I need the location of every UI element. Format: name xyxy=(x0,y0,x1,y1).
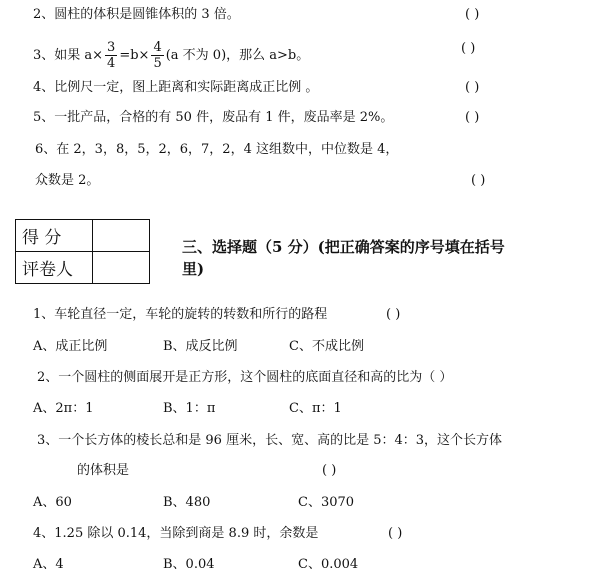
choice-q1-option-c: C、不成比例 xyxy=(289,339,364,354)
score-cell xyxy=(93,220,150,252)
judgment-q6-line1: 6、在 2，3，8，5，2，6，7，2，4 这组数中，中位数是 4， xyxy=(35,142,399,157)
choice-q4-option-c: C、0.004 xyxy=(298,557,359,572)
judgment-q4-text: 4、比例尺一定，图上距离和实际距离成正比例 。 xyxy=(33,80,319,95)
choice-q4-option-a: A、4 xyxy=(33,557,64,572)
judgment-q5-answer-paren: ( ) xyxy=(465,110,480,125)
fraction-numerator: 3 xyxy=(107,40,116,55)
choice-q4-text: 4、1.25 除以 0.14，当除到商是 8.9 时，余数是 xyxy=(33,526,319,541)
choice-q1-text: 1、车轮直径一定，车轮的旋转的转数和所行的路程 xyxy=(33,307,328,322)
judgment-q3-middle: =b× xyxy=(119,48,150,63)
fraction-denominator: 5 xyxy=(153,56,162,71)
choice-q3-answer-paren: ( ) xyxy=(322,463,337,478)
score-box xyxy=(15,219,150,284)
judgment-q2-text: 2、圆柱的体积是圆锥体积的 3 倍。 xyxy=(33,7,240,22)
judgment-q5-text: 5、一批产品，合格的有 50 件，废品有 1 件，废品率是 2%。 xyxy=(33,110,394,125)
choice-q3-option-a: A、60 xyxy=(33,495,72,510)
choice-q3-line2: 的体积是 xyxy=(77,463,130,478)
choice-q4-option-b: B、0.04 xyxy=(163,557,215,572)
choice-q1-answer-paren: ( ) xyxy=(386,307,401,322)
judgment-q3-suffix: (a 不为 0)，那么 a>b。 xyxy=(165,48,310,63)
choice-q2-option-c: C、π：1 xyxy=(289,401,342,416)
choice-q3-option-c: C、3070 xyxy=(298,495,355,510)
judgment-q6-answer-paren: ( ) xyxy=(471,173,486,188)
fraction-four-fifths xyxy=(151,40,163,71)
grader-label: 评卷人 xyxy=(16,252,93,284)
grader-cell xyxy=(93,252,150,284)
judgment-q3-answer-paren: ( ) xyxy=(461,41,476,56)
judgment-q4-answer-paren: ( ) xyxy=(465,80,480,95)
choice-q1-option-b: B、成反比例 xyxy=(163,339,238,354)
choice-q2-text: 2、一个圆柱的侧面展开是正方形，这个圆柱的底面直径和高的比为（ ） xyxy=(37,370,453,385)
judgment-q6-line2: 众数是 2。 xyxy=(35,173,100,188)
choice-q4-answer-paren: ( ) xyxy=(388,526,403,541)
judgment-q3-line xyxy=(33,40,309,71)
score-label: 得 分 xyxy=(16,220,93,252)
section-three-heading: 三、选择题（5 分）(把正确答案的序号填在括号里) xyxy=(182,238,505,278)
fraction-denominator: 4 xyxy=(107,56,116,71)
choice-q2-option-b: B、1：π xyxy=(163,401,216,416)
judgment-q3-prefix: 3、如果 a× xyxy=(33,48,104,63)
fraction-three-quarters xyxy=(105,40,117,71)
choice-q3-line1: 3、一个长方体的棱长总和是 96 厘米，长、宽、高的比是 5：4：3，这个长方体 xyxy=(37,433,503,448)
choice-q2-option-a: A、2π：1 xyxy=(33,401,94,416)
judgment-q2-answer-paren: ( ) xyxy=(465,7,480,22)
choice-q3-option-b: B、480 xyxy=(163,495,211,510)
fraction-numerator: 4 xyxy=(153,40,162,55)
choice-q1-option-a: A、成正比例 xyxy=(33,339,108,354)
